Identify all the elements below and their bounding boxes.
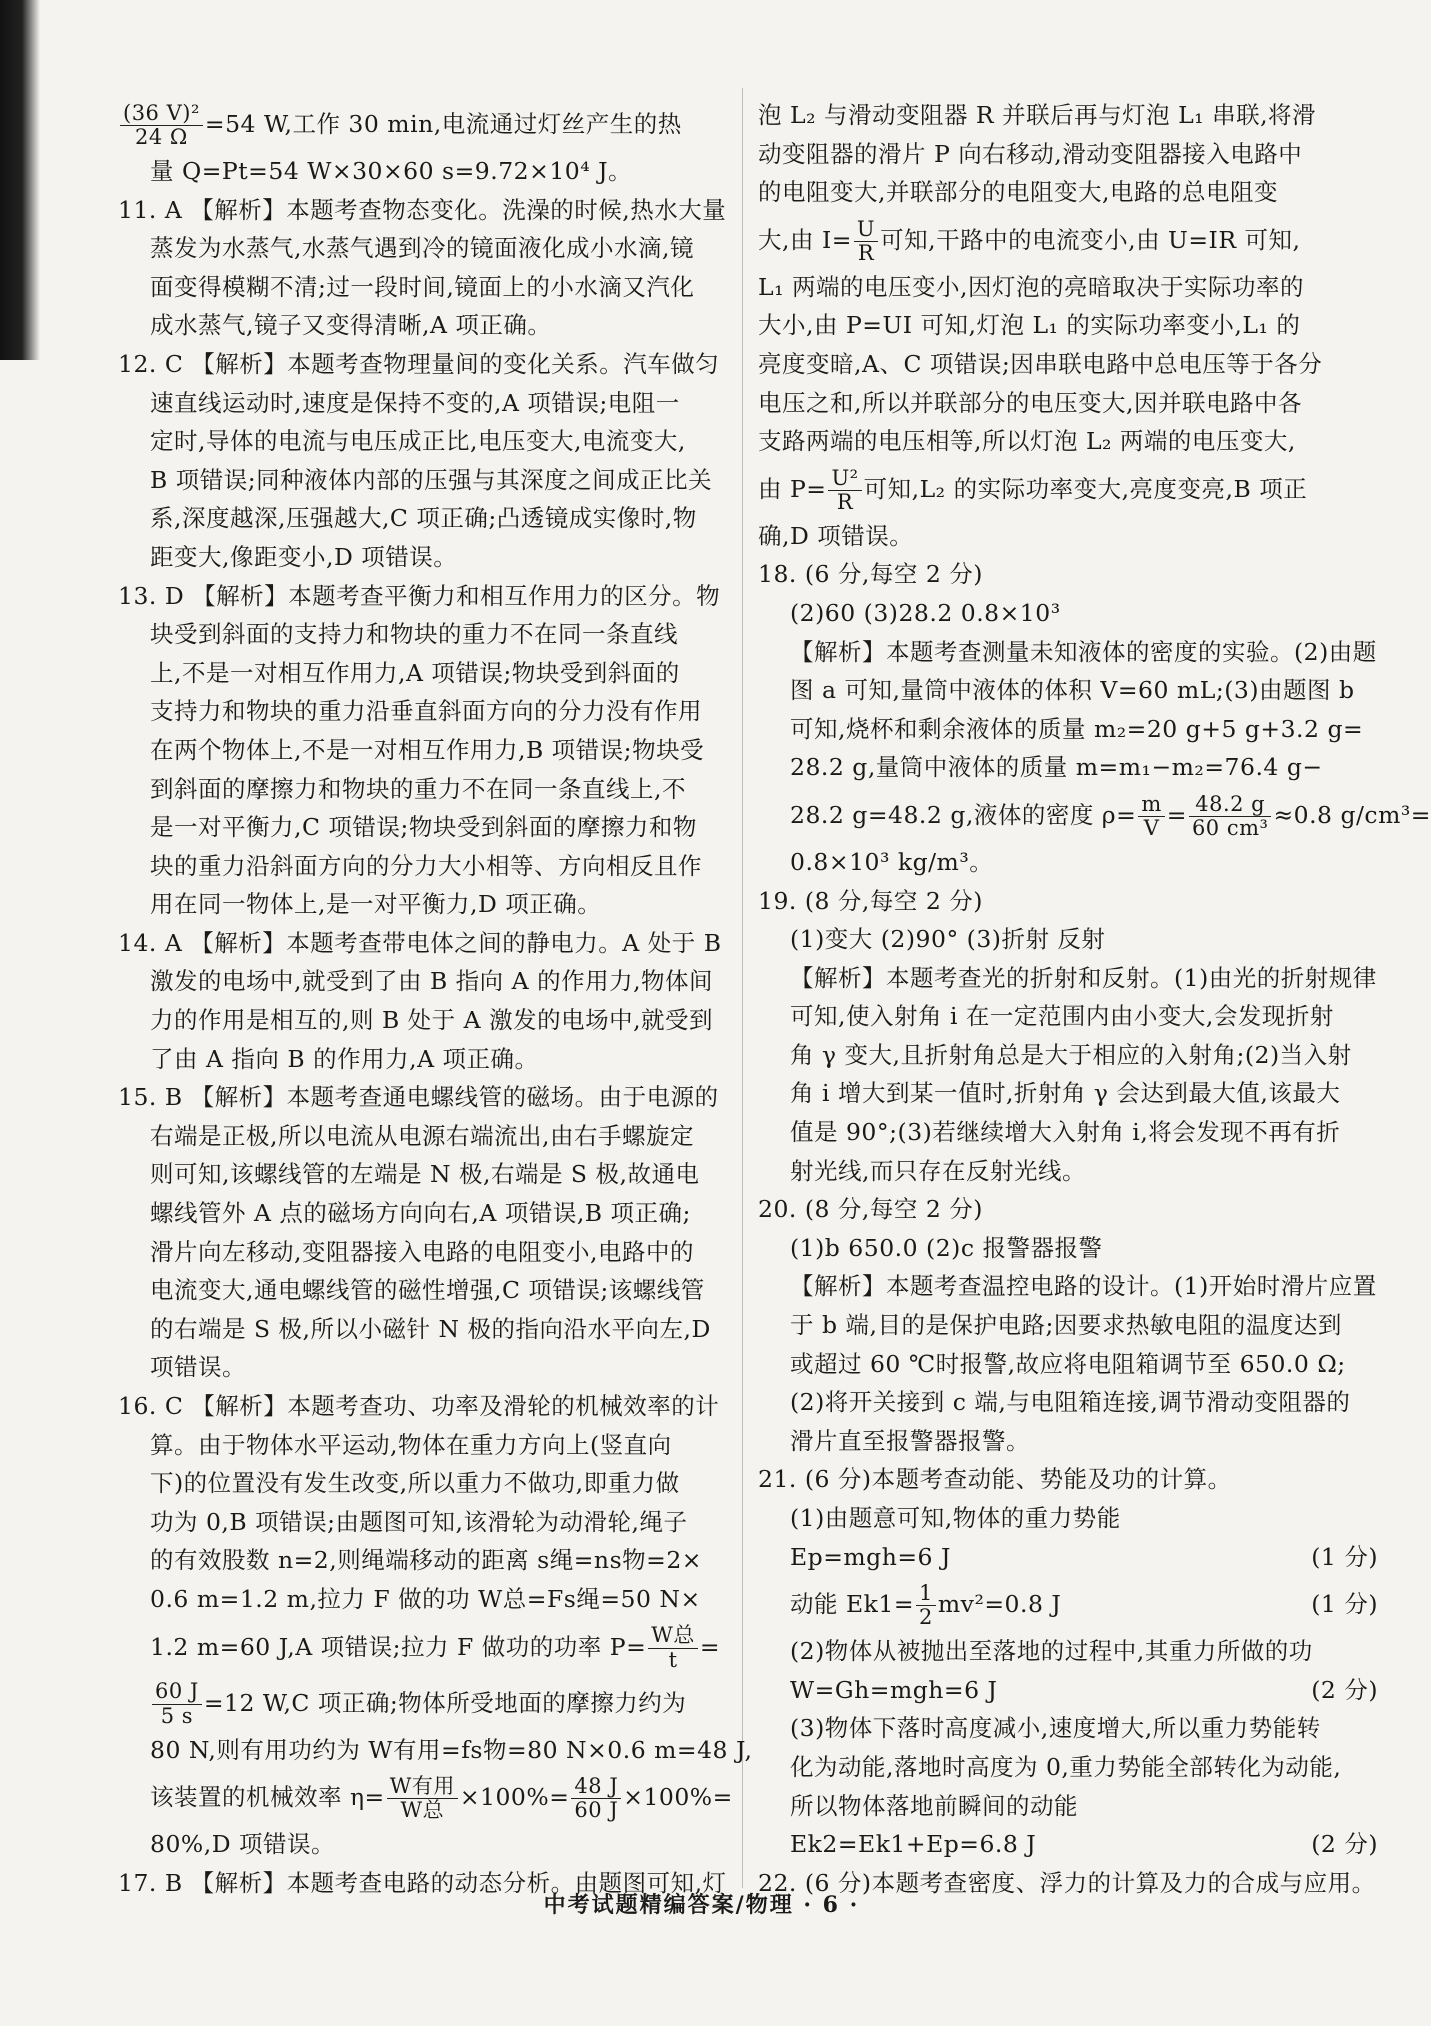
answer-20	[758, 1190, 1378, 1460]
fraction: $\frac{\text{W总}}{t}$	[648, 1624, 698, 1671]
line: 在两个物体上,不是一对相互作用力,B 项错误;物块受	[150, 735, 705, 764]
line: 28.2 g=48.2 g,液体的密度 ρ= $\frac{m}{V}$ = $\frac{48.2 g}{\text{60 cm³}}$ ≈0.8 g/cm³=	[790, 791, 1431, 840]
fraction: $\frac{60 J}{5 s}$	[152, 1680, 202, 1727]
line: 蒸发为水蒸气,水蒸气遇到冷的镜面液化成小水滴,镜	[150, 234, 694, 263]
score-label: (1 分)	[1311, 1590, 1378, 1619]
answer-13	[118, 577, 730, 924]
line: 由 P= $\frac{\text{U²}}{R}$ 可知,L₂ 的实际功率变大,亮度变亮,B 项正	[758, 465, 1308, 514]
line: 18. (6 分,每空 2 分)	[758, 560, 983, 589]
line: 角 i 增大到某一值时,折射角 γ 会达到最大值,该最大	[790, 1079, 1341, 1108]
answer-11	[118, 191, 730, 345]
line: 块的重力沿斜面方向的分力大小相等、方向相反且作	[150, 851, 702, 880]
line: 动能 Ek1= $\frac{1}{2}$ mv²=0.8 J (1 分)	[758, 1576, 1378, 1632]
line: 量 Q=Pt=54 W×30×60 s=9.72×10⁴ J。	[150, 157, 633, 185]
line: Ek2=Ek1+Ep=6.8 J (2 分)	[758, 1825, 1378, 1864]
line: 【解析】本题考查光的折射和反射。(1)由光的折射规律	[790, 963, 1377, 992]
line: 80%,D 项错误。	[150, 1830, 336, 1859]
line: 于 b 端,目的是保护电路;因要求热敏电阻的温度达到	[790, 1311, 1342, 1340]
line: 80 N,则有用功约为 W有用=fs物=80 N×0.6 m=48 J,	[150, 1735, 753, 1764]
line: 激发的电场中,就受到了由 B 指向 A 的作用力,物体间	[150, 967, 714, 996]
column-divider	[742, 88, 743, 1888]
line: 的有效股数 n=2,则绳端移动的距离 s绳=ns物=2×	[150, 1546, 702, 1575]
answer-22: 22. (6 分)本题考查密度、浮力的计算及力的合成与应用。	[758, 1868, 1376, 1897]
line: 螺线管外 A 点的磁场方向向右,A 项错误,B 项正确;	[150, 1199, 691, 1228]
line: (2)60 (3)28.2 0.8×10³	[790, 598, 1061, 627]
line: 【解析】本题考查测量未知液体的密度的实验。(2)由题	[790, 637, 1377, 666]
left-column	[118, 96, 753, 1902]
line: 滑片直至报警器报警。	[790, 1426, 1030, 1455]
fraction: $\frac{m}{V}$	[1138, 793, 1164, 840]
line: 0.6 m=1.2 m,拉力 F 做的功 W总=Fs绳=50 N×	[150, 1584, 701, 1613]
answer-18	[758, 555, 1431, 881]
line: 速直线运动时,速度是保持不变的,A 项错误;电阻一	[150, 388, 680, 417]
line: 的右端是 S 极,所以小磁针 N 极的指向沿水平向左,D	[150, 1314, 711, 1343]
line: 支持力和物块的重力沿垂直斜面方向的分力没有作用	[150, 697, 702, 726]
line: 到斜面的摩擦力和物块的重力不在同一条直线上,不	[150, 774, 686, 803]
fraction: $\frac{48 J}{60 J}$	[571, 1775, 621, 1822]
line: 项错误。	[150, 1353, 246, 1382]
line: 19. (8 分,每空 2 分)	[758, 886, 983, 915]
line: $\frac{60 J}{5 s}$ =12 W,C 项正确;物体所受地面的摩擦力约为	[118, 1675, 730, 1731]
line: 右端是正极,所以电流从电源右端流出,由右手螺旋定	[150, 1121, 694, 1150]
fraction: $\frac{U}{R}$	[854, 218, 878, 265]
line: 系,深度越深,压强越大,C 项正确;凸透镜成实像时,物	[150, 504, 697, 533]
answer-12	[118, 345, 730, 577]
line: 【解析】本题考查温控电路的设计。(1)开始时滑片应置	[790, 1272, 1377, 1301]
line: 块受到斜面的支持力和物块的重力不在同一条直线	[150, 620, 678, 649]
line: 的电阻变大,并联部分的电阻变大,电路的总电阻变	[758, 178, 1278, 207]
line: (3)物体下落时高度减小,速度增大,所以重力势能转	[790, 1714, 1321, 1743]
line: (1)由题意可知,物体的重力势能	[790, 1504, 1121, 1532]
score-label: (2 分)	[1311, 1830, 1378, 1859]
line: 化为动能,落地时高度为 0,重力势能全部转化为动能,	[790, 1752, 1342, 1781]
line: (2)将开关接到 c 端,与电阻箱连接,调节滑动变阻器的	[790, 1388, 1351, 1417]
fraction: $\frac{\text{W有用}}{\text{W总}}$	[387, 1775, 458, 1822]
line: 13. D 【解析】本题考查平衡力和相互作用力的区分。物	[118, 581, 721, 610]
line: 图 a 可知,量筒中液体的体积 V=60 mL;(3)由题图 b	[790, 676, 1355, 705]
line: 11. A 【解析】本题考查物态变化。洗澡的时候,热水大量	[118, 195, 727, 224]
line: L₁ 两端的电压变小,因灯泡的亮暗取决于实际功率的	[758, 272, 1304, 301]
line: 电流变大,通电螺线管的磁性增强,C 项错误;该螺线管	[150, 1276, 705, 1305]
answer-19	[758, 882, 1378, 1191]
fraction: $\frac{1}{2}$	[916, 1582, 936, 1629]
line: 或超过 60 ℃时报警,故应将电阻箱调节至 650.0 Ω;	[790, 1349, 1346, 1378]
line: 了由 A 指向 B 的作用力,A 项正确。	[150, 1044, 539, 1073]
score-label: (2 分)	[1311, 1675, 1378, 1704]
answer-15	[118, 1078, 730, 1387]
line: $\frac{\text{(36 V)²}}{24 \Omega}$ =54 W,工作 30 min,电流通过灯丝产生的热	[118, 96, 730, 152]
line: 14. A 【解析】本题考查带电体之间的静电力。A 处于 B	[118, 928, 722, 957]
line: 电压之和,所以并联部分的电压变大,因并联电路中各	[758, 388, 1302, 417]
line: W=Gh=mgh=6 J (2 分)	[758, 1671, 1378, 1710]
line: (1)b 650.0 (2)c 报警器报警	[790, 1233, 1103, 1262]
line: 该装置的机械效率 η= $\frac{\text{W有用}}{\text{W总}}$ ×100%= $\frac{48 J}{60 J}$ ×100%=	[150, 1774, 733, 1823]
line: 算。由于物体水平运动,物体在重力方向上(竖直向	[150, 1430, 672, 1459]
answer-21	[758, 1460, 1378, 1863]
line: 值是 90°;(3)若继续增大入射角 i,将会发现不再有折	[790, 1118, 1341, 1147]
line: 用在同一物体上,是一对平衡力,D 项正确。	[150, 890, 602, 919]
line: 定时,导体的电流与电压成正比,电压变大,电流变大,	[150, 427, 686, 456]
line: 上,不是一对相互作用力,A 项错误;物块受到斜面的	[150, 658, 680, 687]
answer-17-continued	[758, 96, 1378, 555]
line: 动变阻器的滑片 P 向右移动,滑动变阻器接入电路中	[758, 139, 1303, 168]
line: 功为 0,B 项错误;由题图可知,该滑轮为动滑轮,绳子	[150, 1507, 688, 1536]
line: 大小,由 P=UI 可知,灯泡 L₁ 的实际功率变小,L₁ 的	[758, 311, 1301, 340]
answer-17-start: 17. B 【解析】本题考查电路的动态分析。由题图可知,灯	[118, 1868, 727, 1897]
line: 角 γ 变大,且折射角总是大于相应的入射角;(2)当入射	[790, 1040, 1352, 1069]
line: 可知,烧杯和剩余液体的质量 m₂=20 g+5 g+3.2 g=	[790, 714, 1364, 743]
answer-14	[118, 924, 730, 1078]
line: 28.2 g,量筒中液体的质量 m=m₁−m₂=76.4 g−	[790, 753, 1323, 782]
fraction: $\frac{\text{U²}}{R}$	[828, 467, 861, 514]
page-footer: 中考试题精编答案/物理 · 6 ·	[543, 1892, 860, 1918]
line: 泡 L₂ 与滑动变阻器 R 并联后再与灯泡 L₁ 串联,将滑	[758, 101, 1317, 129]
line: 则可知,该螺线管的左端是 N 极,右端是 S 极,故通电	[150, 1160, 700, 1189]
fraction: $\frac{48.2 g}{\text{60 cm³}}$	[1189, 793, 1272, 840]
line: 成水蒸气,镜子又变得清晰,A 项正确。	[150, 311, 552, 340]
line: 力的作用是相互的,则 B 处于 A 激发的电场中,就受到	[150, 1006, 714, 1035]
answer-16	[118, 1387, 753, 1864]
line: (1)变大 (2)90° (3)折射 反射	[790, 925, 1106, 954]
line: 确,D 项错误。	[758, 521, 914, 550]
line: 亮度变暗,A、C 项错误;因串联电路中总电压等于各分	[758, 349, 1323, 378]
line: 面变得模糊不清;过一段时间,镜面上的小水滴又汽化	[150, 272, 695, 301]
line: 12. C 【解析】本题考查物理量间的变化关系。汽车做匀	[118, 349, 720, 378]
line: Ep=mgh=6 J (1 分)	[758, 1538, 1378, 1577]
line: 0.8×10³ kg/m³。	[790, 847, 994, 876]
line: (2)物体从被抛出至落地的过程中,其重力所做的功	[790, 1637, 1313, 1666]
line: 所以物体落地前瞬间的动能	[790, 1791, 1078, 1820]
line: 滑片向左移动,变阻器接入电路的电阻变小,电路中的	[150, 1237, 694, 1266]
line: 可知,使入射角 i 在一定范围内由小变大,会发现折射	[790, 1002, 1334, 1031]
line: B 项错误;同种液体内部的压强与其深度之间成正比关	[150, 465, 713, 494]
line: 下)的位置没有发生改变,所以重力不做功,即重力做	[150, 1469, 680, 1498]
line: 16. C 【解析】本题考查功、功率及滑轮的机械效率的计	[118, 1392, 720, 1420]
fraction: $\frac{\text{(36 V)²}}{24 \Omega}$	[120, 102, 203, 149]
line: 射光线,而只存在反射光线。	[790, 1156, 1086, 1185]
right-column	[758, 96, 1431, 1902]
line: 21. (6 分)本题考查动能、势能及功的计算。	[758, 1465, 1232, 1494]
line: 20. (8 分,每空 2 分)	[758, 1195, 983, 1224]
scan-edge-shadow	[0, 0, 40, 360]
score-label: (1 分)	[1311, 1542, 1378, 1571]
line: 大,由 I= $\frac{U}{R}$ 可知,干路中的电流变小,由 U=IR 可知,	[758, 216, 1301, 265]
line: 距变大,像距变小,D 项错误。	[150, 542, 458, 571]
line: 支路两端的电压相等,所以灯泡 L₂ 两端的电压变大,	[758, 427, 1296, 456]
line: 是一对平衡力,C 项错误;物块受到斜面的摩擦力和物	[150, 813, 697, 842]
line: 1.2 m=60 J,A 项错误;拉力 F 做功的功率 P= $\frac{\text{W总}}{t}$ =	[150, 1623, 721, 1672]
line: 15. B 【解析】本题考查通电螺线管的磁场。由于电源的	[118, 1083, 719, 1112]
